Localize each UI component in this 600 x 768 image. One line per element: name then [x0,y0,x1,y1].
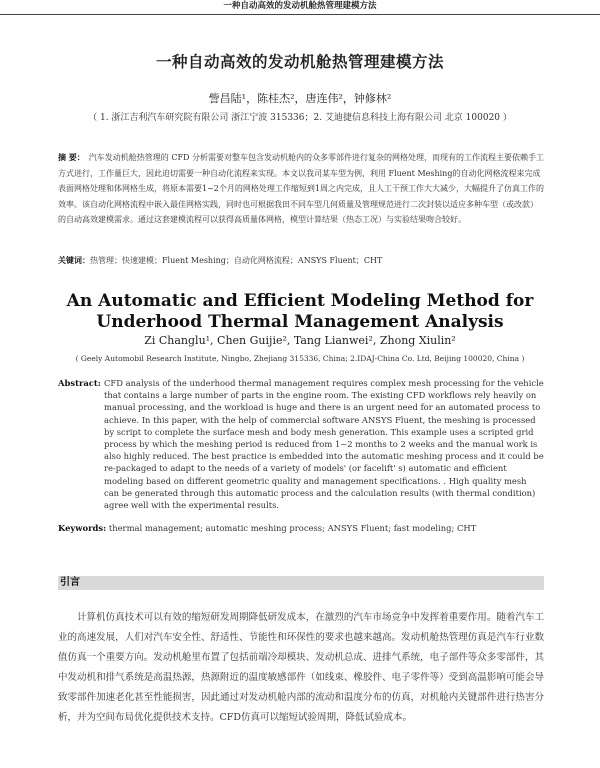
chinese-keywords-text: 热管理；快速建模；Fluent Meshing；自动化网格流程；ANSYS Fluent；CHT [90,256,383,265]
chinese-abstract-label: 摘 要： [58,152,85,162]
english-abstract-label: Abstract: [58,378,101,388]
english-abstract-text: CFD analysis of the underhood thermal management requires complex mesh processing for the vehicle that contains a large number of parts in the engine room. The existing CFD workflows rely heavily on manual processing, and the workload is huge and there is an urgent need for an automated process to achieve. In this paper, with the help of commercial software ANSYS Fluent, the meshing is processed by script to complete the surface mesh and body mesh generation. This example uses a scripted grid process by which the meshing period is reduced from 1~2 months to 2 weeks and the manual work is also highly reduced. The best practice is embedded into the automatic meshing process and it could be re-packaged to adapt to the needs of a variety of models' (or facelift' s) automatic and efficient modeling based on different geometric quality and management specifications. . High quality mesh can be generated through this automatic process and the calculation results (with thermal condition) agree well with the experimental results. [104,378,544,511]
introduction-paragraph: 计算机仿真技术可以有效的缩短研发周期降低研发成本，在激烈的汽车市场竞争中发挥着重要作用。随着汽车工业的高速发展，人们对汽车安全性、舒适性、节能性和环保性的要求也越来越高。发动机舱热管理仿真是汽车行业数值仿真一个重要方向。发动机舱里布置了包括前端冷却模块、发动机总成、进排气系统，电子部件等众多零部件，其中发动机和排气系统是高温热源，热源附近的温度敏感部件（如线束、橡胶件、电子零件等）受到高温影响可能会导致零部件加速老化甚至性能损害，因此通过对发动机舱内部的流动和温度分布的仿真，对机舱内关键部件进行热害分析，并为空间布局优化提供技术支持。CFD仿真可以缩短试验周期，降低试验成本。 [58,612,544,723]
chinese-abstract [58,150,544,228]
chinese-keywords [58,255,544,266]
chinese-title: 一种自动高效的发动机舱热管理建模方法 [155,53,444,71]
english-keywords-label: Keywords: [58,523,107,533]
english-title: An Automatic and Efficient Modeling Method for Underhood Thermal Management Analysis [66,291,534,332]
section-heading: 引言 [60,577,80,588]
chinese-keywords-label: 关键词： [58,255,90,265]
english-authors: Zi Changlu¹, Chen Guijie², Tang Lianwei², Zhong Xiulin² [144,334,456,347]
english-abstract [58,377,544,511]
header-rule [0,14,600,15]
chinese-authors: 訾昌陆¹，陈桂杰²，唐连伟²，钟修林² [208,92,392,105]
chinese-affiliation: （ 1. 浙江吉利汽车研究院有限公司 浙江宁波 315336；2. 艾迪捷信息科技上海有限公司 北京 100020 ） [88,113,512,123]
section-heading-bar [58,576,544,590]
chinese-abstract-text: 汽车发动机舱热管理的 CFD 分析需要对整车包含发动机舱内的众多零部件进行复杂的网格处理，而现有的工作流程主要依赖手工方式进行，工作量巨大，因此迫切需要一种自动化流程来实现。本文以我司某车型为例，利用 Fluent Meshing的自动化网格流程来完成表面网格处理和体网格生成，将原本需要1~2个月的网格处理工作缩短到1周之内完成，且人工干预工作大大减少，大幅提升了仿真工作的效率。该自动化网格流程中嵌入最佳网格实践，同时也可根据我田不同车型几何质量及管理规范进行二次封装以适应多种车型（或改款）的自动高效建模需求。通过这套建模流程可以获得高质量体网格，模型计算结果（热态工况）与实验结果吻合较好。 [58,153,544,225]
english-keywords [58,523,544,533]
english-keywords-text: thermal management; automatic meshing process; ANSYS Fluent; fast modeling; CHT [108,523,477,533]
english-affiliation: ( Geely Automobil Research Institute, Ningbo, Zhejiang 315336, China; 2.IDAJ-China Co. Ltd, Beijing 100020, China ) [75,354,525,363]
running-head: 一种自动高效的发动机舱热管理建模方法 [223,1,377,11]
